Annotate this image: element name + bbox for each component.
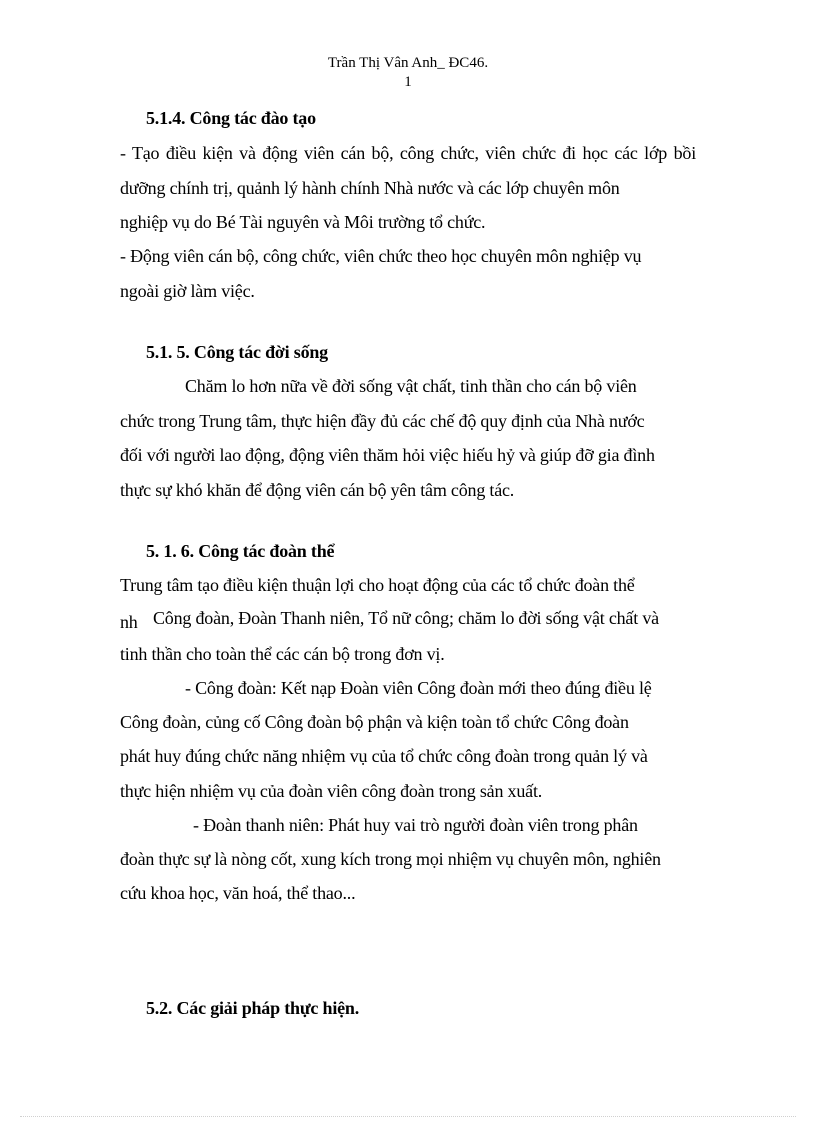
paragraph-line: thực sự khó khăn để động viên cán bộ yên tâm công tác. — [120, 480, 515, 500]
paragraph-line: - Công đoàn: Kết nạp Đoàn viên Công đoàn mới theo đúng điều lệ — [185, 678, 652, 698]
paragraph-line: Trung tâm tạo điều kiện thuận lợi cho hoạt động của các tổ chức đoàn thể — [120, 575, 635, 595]
page-number: 1 — [404, 74, 412, 90]
paragraph-line: Công đoàn, Đoàn Thanh niên, Tổ nữ công; chăm lo đời sống vật chất và — [153, 608, 659, 628]
paragraph-line: ngoài giờ làm việc. — [120, 281, 255, 301]
paragraph-line: tinh thần cho toàn thể các cán bộ trong đơn vị. — [120, 644, 445, 664]
section-heading-5-1-6: 5. 1. 6. Công tác đoàn thể — [146, 541, 335, 561]
paragraph-line: nghiệp vụ do Bé Tài nguyên và Môi trường tổ chức. — [120, 212, 486, 232]
page-header-author: Trần Thị Vân Anh_ ĐC46. — [327, 55, 489, 71]
paragraph-line: thực hiện nhiệm vụ của đoàn viên công đoàn trong sản xuất. — [120, 781, 543, 801]
paragraph-line: đoàn thực sự là nòng cốt, xung kích trong mọi nhiệm vụ chuyên môn, nghiên — [120, 849, 661, 869]
paragraph-line: Chăm lo hơn nữa về đời sống vật chất, tinh thần cho cán bộ viên — [185, 376, 637, 396]
section-heading-5-2: 5.2. Các giải pháp thực hiện. — [146, 998, 360, 1018]
paragraph-line: dưỡng chính trị, quảnh lý hành chính Nhà nước và các lớp chuyên môn — [120, 178, 620, 198]
paragraph-line: - Đoàn thanh niên: Phát huy vai trò người đoàn viên trong phân — [193, 815, 638, 835]
section-heading-5-1-5: 5.1. 5. Công tác đời sống — [146, 342, 328, 362]
section-heading-5-1-4: 5.1.4. Công tác đào tạo — [146, 108, 316, 128]
paragraph-line: chức trong Trung tâm, thực hiện đầy đủ các chế độ quy định của Nhà nước — [120, 411, 645, 431]
page-bottom-rule — [20, 1116, 796, 1117]
paragraph-line: đối với người lao động, động viên thăm hỏi việc hiếu hỷ và giúp đỡ gia đình — [120, 445, 655, 465]
paragraph-line: cứu khoa học, văn hoá, thể thao... — [120, 883, 356, 903]
paragraph-line: Công đoàn, củng cố Công đoàn bộ phận và kiện toàn tổ chức Công đoàn — [120, 712, 629, 732]
paragraph-line: - Động viên cán bộ, công chức, viên chức theo học chuyên môn nghiệp vụ — [120, 246, 642, 266]
paragraph-line: phát huy đúng chức năng nhiệm vụ của tổ chức công đoàn trong quản lý và — [120, 746, 648, 766]
paragraph-line: - Tạo điều kiện và động viên cán bộ, công chức, viên chức đi học các lớp bồi — [120, 143, 696, 163]
paragraph-line-fragment: nh — [120, 612, 138, 632]
